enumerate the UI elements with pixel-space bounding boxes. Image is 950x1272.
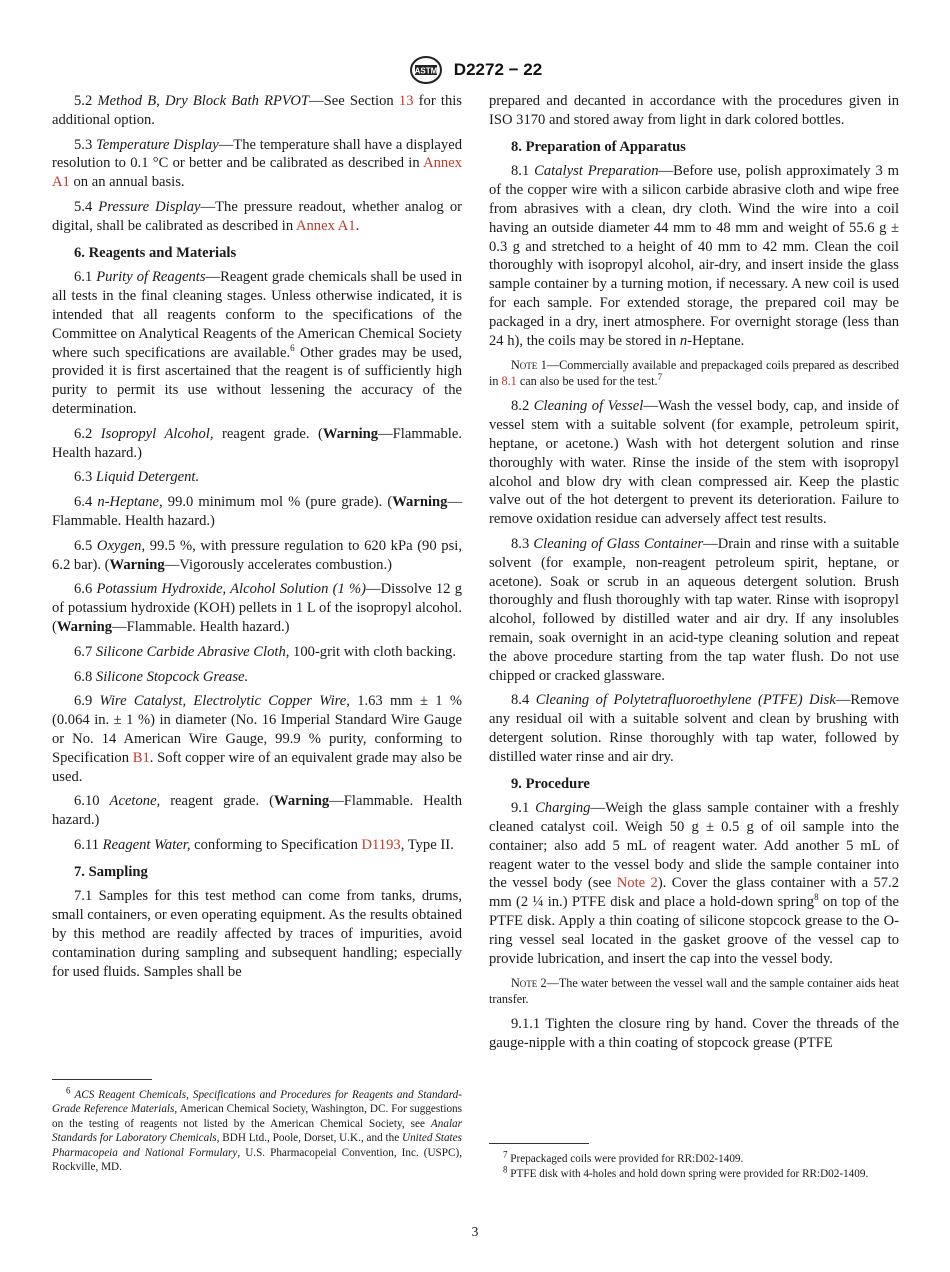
- section-6-1: 6.1 Purity of Reagents—Reagent grade chemicals shall be used in all tests in the final cleaning stages. Unless otherwise indicated, it is intended that all reagents conform to the specifications of the Committee on Analytical Reagents of the American Chemical Society where such specifications are available.$^6$ Other grades may be used, provided it is first ascertained that the reagent is of sufficiently high purity to permit its use without lessening the accuracy of the determination.: [52, 269, 462, 417]
- section-6-11: 6.11 Reagent Water, conforming to Specification D1193, Type II.: [74, 836, 454, 853]
- footnote-divider: [52, 1079, 152, 1080]
- right-column: [489, 92, 899, 1059]
- page-number: 3: [471, 1224, 479, 1239]
- note-1: Note 1—Commercially available and prepackaged coils prepared as described in 8.1 can also be used for the test.$^7$: [489, 358, 900, 388]
- annex-a1-link[interactable]: Annex A1: [295, 217, 356, 234]
- spec-b1-link[interactable]: B1: [132, 749, 150, 766]
- footnote-7: $^7$ Prepackaged coils were provided for RR:D02-1409.: [503, 1149, 744, 1165]
- footnote-6: $^6$ ACS Reagent Chemicals, Specifications and Procedures for Reagents and Standard-Grade Reference Materials, American Chemical Society, Washington, DC. For suggestions on the testing of reagents not listed by the American Chemical Society, see Analar Standards for Laboratory Chemicals, BDH Ltd., Poole, Dorset, U.K., and the United States Pharmacopeia and National Formulary, U.S. Pharmacopeial Convention, Inc. (USPC), Rockville, MD.: [52, 1085, 462, 1174]
- note-2: Note 2—The water between the vessel wall and the sample container aids heat transfer.: [489, 976, 899, 1006]
- footnotes-right: [489, 1143, 899, 1183]
- heading-reagents: 6. Reagents and Materials: [74, 244, 237, 261]
- section-5-4: 5.4 Pressure Display—The pressure readout, whether analog or digital, shall be calibrated as described in Annex A1.: [52, 198, 462, 234]
- heading-sampling: 7. Sampling: [74, 863, 148, 880]
- section-8-2: 8.2 Cleaning of Vessel—Wash the vessel body, cap, and inside of vessel stem with a suitable solvent (for example, petroleum spirit, heptane, or acetone.) Wash with hot detergent solution and rinse thoroughly with water. Rinse the inside of the stem with isopropyl alcohol and blow dry with clean compressed air. Keep the plastic valve out of the hot detergent to prevent its deterioration. Failure to remove oxidation residue can adversely affect test results.: [489, 398, 899, 528]
- section-6-6: 6.6 Potassium Hydroxide, Alcohol Solution (1 %)—Dissolve 12 g of potassium hydroxide (KOH) pellets in 1 L of the isopropyl alcohol. (Warning—Flammable. Health hazard.): [52, 581, 462, 635]
- section-6-8: 6.8 Silicone Stopcock Grease.: [74, 668, 249, 685]
- section-6-7: 6.7 Silicone Carbide Abrasive Cloth, 100-grit with cloth backing.: [74, 643, 456, 660]
- section-6-2: 6.2 Isopropyl Alcohol, reagent grade. (Warning—Flammable. Health hazard.): [52, 425, 462, 461]
- footnotes-left: [52, 1079, 462, 1175]
- section-9-1-1: 9.1.1 Tighten the closure ring by hand. Cover the threads of the gauge-nipple with a thin coating of stopcock grease (PTFE: [489, 1016, 899, 1052]
- footnote-8: $^8$ PTFE disk with 4-holes and hold down spring were provided for RR:D02-1409.: [503, 1164, 869, 1181]
- footnote-ref-7[interactable]: 7: [657, 371, 663, 382]
- heading-procedure: 9. Procedure: [511, 775, 590, 792]
- page-header: [0, 55, 950, 85]
- note-2-link[interactable]: Note 2: [616, 875, 658, 892]
- annex-a1-link[interactable]: Annex A1: [52, 155, 462, 191]
- section-7-1: 7.1 Samples for this test method can come from tanks, drums, small containers, or even operating equipment. As the results obtained by this method are readily affected by traces of impurities, avoid contamination during sampling and subsequent handling; especially for used fluids. Samples shall be: [52, 888, 462, 980]
- section-6-10: 6.10 Acetone, reagent grade. (Warning—Flammable. Health hazard.): [52, 793, 462, 829]
- section-13-link[interactable]: 13: [398, 93, 414, 109]
- svg-text:ASTM: ASTM: [414, 66, 438, 76]
- section-7-1-continued: prepared and decanted in accordance with the procedures given in ISO 3170 and stored away from light in dark colored bottles.: [489, 93, 899, 128]
- section-6-4: 6.4 n-Heptane, 99.0 minimum mol % (pure grade). (Warning—Flammable. Health hazard.): [52, 494, 463, 529]
- section-6-3: 6.3 Liquid Detergent.: [74, 469, 200, 486]
- footnote-ref-8[interactable]: 8: [814, 892, 819, 903]
- section-6-9: 6.9 Wire Catalyst, Electrolytic Copper Wire, 1.63 mm ± 1 % (0.064 in. ± 1 %) in diameter (No. 16 Imperial Standard Wire Gauge or No. 14 American Wire Gauge, 99.9 % purity, conforming to Specification B1. Soft copper wire of an equivalent grade may also be used.: [52, 693, 462, 785]
- footnote-ref-6[interactable]: 6: [290, 342, 295, 353]
- section-5-3: 5.3 Temperature Display—The temperature shall have a displayed resolution to 0.1 °C or better and be calibrated as described in Annex A1 on an annual basis.: [52, 136, 462, 191]
- section-8-4: 8.4 Cleaning of Polytetrafluoroethylene (PTFE) Disk—Remove any residual oil with a suitable solvent and clean by brushing with detergent solution. Rinse thoroughly with tap water, followed by distilled water rinse and air dry.: [489, 692, 899, 765]
- section-8-1: 8.1 Catalyst Preparation—Before use, polish approximately 3 m of the copper wire with a silicon carbide abrasive cloth and wipe free from abrasives with a clean, dry cloth. Wind the wire into a coil having an outside diameter 44 mm to 48 mm and weight of 55.6 g ± 0.3 g and stretched to a height of 40 mm to 42 mm. Clean the coil thoroughly with isopropyl alcohol, air-dry, and insert inside the glass sample container by a turning motion, if necessary. A new coil is used for each sample. For extended storage, the prepared coil may be packaged in a dry, inert atmosphere. For overnight storage (less than 24 h), the coils may be stored in n-Heptane.: [489, 163, 900, 349]
- section-6-5: 6.5 Oxygen, 99.5 %, with pressure regulation to 620 kPa (90 psi, 6.2 bar). (Warning—Vigorously accelerates combustion.): [52, 537, 462, 573]
- section-9-1: 9.1 Charging—Weigh the glass sample container with a freshly cleaned catalyst coil. Weigh 50 g ± 0.5 g of oil sample into the container; also add 5 mL of reagent water. Add another 5 mL of reagent water to the vessel body and slide the sample container into the vessel body (see Note 2). Cover the glass container with a 57.2 mm (2 ¼ in.) PTFE disk and place a hold-down spring$^8$ on top of the PTFE disk. Apply a thin coating of silicone stopcock grease to the O-ring vessel seal located in the gasket groove of the vessel cap to provide lubrication, and insert the cap into the vessel body.: [489, 800, 899, 967]
- section-8-1-link[interactable]: 8.1: [501, 373, 517, 388]
- spec-d1193-link[interactable]: D1193: [361, 836, 401, 853]
- section-5-2: 5.2 Method B, Dry Block Bath RPVOT—See Section 13 for this additional option.: [52, 93, 462, 128]
- astm-logo-icon: [408, 55, 444, 85]
- section-8-3: 8.3 Cleaning of Glass Container—Drain and rinse with a suitable solvent (for example, non-reagent petroleum spirit, heptane, or acetone). Soak or scrub in an aqueous detergent solution. Brush thoroughly and flush thoroughly with tap water. Rinse with isopropyl alcohol, followed by distilled water and air dry. If any insolubles remain, soak overnight in an acid-type cleaning solution and repeat the above procedure starting from the tap water flush. Do not use chipped or cracked glassware.: [489, 535, 899, 684]
- left-column: [52, 92, 462, 987]
- footnote-divider: [489, 1143, 589, 1144]
- document-id: D2272 − 22: [453, 60, 543, 79]
- heading-preparation: 8. Preparation of Apparatus: [511, 138, 686, 155]
